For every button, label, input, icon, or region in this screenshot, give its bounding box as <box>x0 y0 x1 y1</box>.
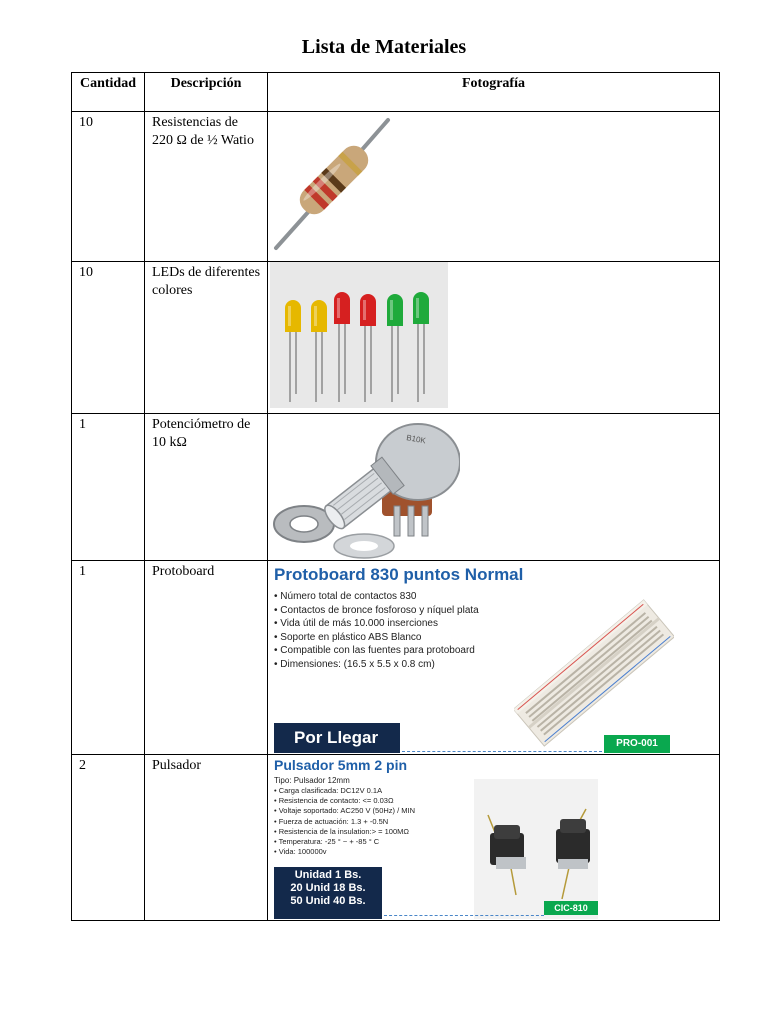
table-header-row <box>72 73 720 112</box>
description-cell: Potenciómetro de 10 kΩ <box>152 417 251 450</box>
availability-badge: Por Llegar <box>274 723 400 753</box>
list-item: • Soporte en plástico ABS Blanco <box>274 631 714 645</box>
list-item: • Resistencia de contacto: <= 0.03Ω <box>274 796 604 806</box>
list-item: • Vida: 100000v <box>274 847 604 857</box>
leds-image <box>270 262 448 408</box>
protoboard-ad <box>268 561 720 755</box>
list-item: • Contactos de bronce fosforoso y níquel plata <box>274 604 714 618</box>
quantity-cell: 10 <box>79 265 93 280</box>
dashed-divider <box>384 915 544 916</box>
quantity-cell: 2 <box>79 758 86 773</box>
description-cell: Protoboard <box>152 564 215 579</box>
table-row <box>72 755 720 921</box>
header-description: Descripción <box>145 73 268 112</box>
price-line: 20 Unid 18 Bs. <box>290 882 366 894</box>
list-item: • Temperatura: -25 ° ~ + -85 ° C <box>274 837 604 847</box>
header-quantity: Cantidad <box>72 73 145 112</box>
table-row <box>72 561 720 755</box>
quantity-cell: 10 <box>79 115 93 130</box>
description-cell: LEDs de diferentes colores <box>152 265 261 298</box>
list-item: • Vida útil de más 10.000 inserciones <box>274 617 714 631</box>
description-cell: Resistencias de 220 Ω de ½ Watio <box>152 115 254 148</box>
photo-cell <box>268 414 720 561</box>
materials-table <box>71 72 720 921</box>
pushbutton-type: Tipo: Pulsador 12mm <box>274 776 350 785</box>
description-cell: Pulsador <box>152 758 201 773</box>
quantity-cell: 1 <box>79 564 86 579</box>
list-item: • Voltaje soportado: AC250 V (50Hz) / MIN <box>274 806 604 816</box>
list-item: • Resistencia de la insulation:> = 100MΩ <box>274 827 604 837</box>
pushbutton-ad <box>268 755 720 921</box>
photo-cell <box>268 112 720 262</box>
table-row <box>72 112 720 262</box>
protoboard-image <box>514 599 674 749</box>
price-badge <box>274 867 382 919</box>
table-row <box>72 262 720 414</box>
pushbutton-ad-title: Pulsador 5mm 2 pin <box>274 757 408 773</box>
list-item: • Carga clasificada: DC12V 0.1A <box>274 786 604 796</box>
product-code-badge: CIC-810 <box>544 901 598 915</box>
header-photo: Fotografía <box>268 73 720 112</box>
page-title: Lista de Materiales <box>301 36 467 58</box>
resistor-image <box>270 112 394 258</box>
potentiometer-image <box>270 414 460 560</box>
list-item: • Dimensiones: (16.5 x 5.5 x 0.8 cm) <box>274 658 714 672</box>
protoboard-ad-title: Protoboard 830 puntos Normal <box>274 565 524 584</box>
price-line: 50 Unid 40 Bs. <box>290 895 366 907</box>
pushbutton-image <box>474 779 598 919</box>
list-item: • Compatible con las fuentes para protoboard <box>274 644 714 658</box>
list-item: • Fuerza de actuación: 1.3 + -0.5N <box>274 817 604 827</box>
dashed-divider <box>402 751 602 752</box>
list-item: • Número total de contactos 830 <box>274 590 714 604</box>
table-row <box>72 414 720 561</box>
photo-cell <box>268 262 720 414</box>
pot-marking: B10K <box>405 433 427 446</box>
product-code-badge: PRO-001 <box>604 735 670 753</box>
price-line: Unidad 1 Bs. <box>294 869 362 881</box>
quantity-cell: 1 <box>79 417 86 432</box>
